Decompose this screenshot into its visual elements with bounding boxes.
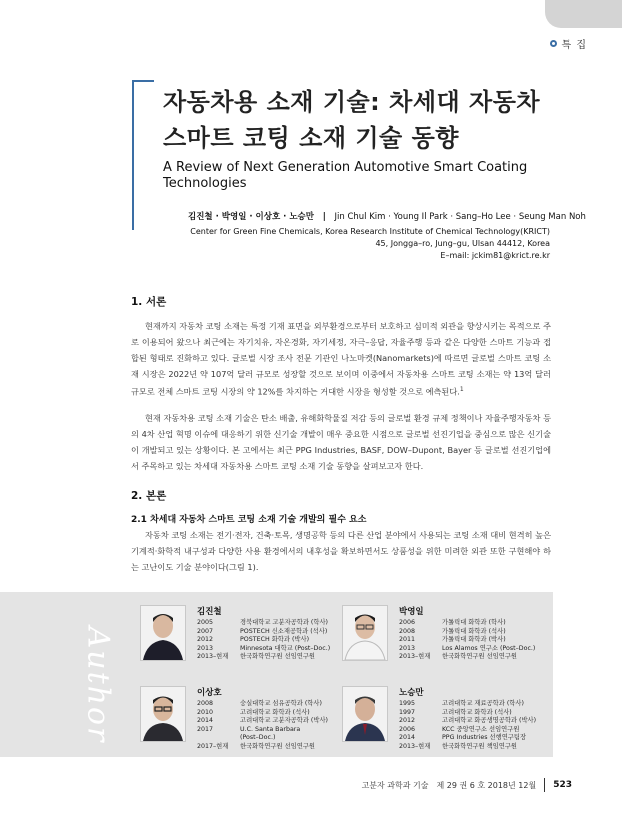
cv-desc: 고려대학교 화학과 (석사) bbox=[240, 708, 310, 716]
title-english-line2: Technologies bbox=[163, 176, 247, 191]
section-heading-main: 2. 본론 bbox=[131, 490, 167, 502]
affiliation-line2: 45, Jongga–ro, Jung–gu, Ulsan 44412, Korea bbox=[375, 239, 550, 248]
cv-row bbox=[399, 709, 536, 718]
author-photo-3 bbox=[140, 686, 186, 742]
cv-year: 2012 bbox=[197, 636, 214, 644]
title-english bbox=[163, 160, 553, 192]
cv-row bbox=[197, 726, 328, 735]
cv-year: 2012 bbox=[399, 717, 416, 725]
person-portrait-icon bbox=[343, 606, 387, 660]
affiliation bbox=[190, 226, 550, 262]
cv-desc: 가톨릭대 화학과 (박사) bbox=[442, 636, 506, 644]
cv-year bbox=[197, 734, 240, 743]
cv-desc: 가톨릭대 화학과 (석사) bbox=[442, 627, 506, 635]
cv-row bbox=[399, 734, 536, 743]
section-heading-intro: 1. 서론 bbox=[131, 296, 167, 308]
cv-row bbox=[197, 743, 328, 752]
cv-desc: 한국화학연구원 선임연구원 bbox=[240, 653, 315, 661]
author-photo-4 bbox=[342, 686, 388, 742]
title-accent-rule-top bbox=[132, 80, 154, 82]
cv-year: 2013 bbox=[399, 644, 416, 652]
authors-korean: 김진철 · 박영일 · 이상호 · 노승만 bbox=[188, 212, 314, 222]
cv-desc: 고려대학교 화학과 (석사) bbox=[442, 708, 512, 716]
cv-year: 2013–현재 bbox=[399, 742, 431, 750]
section-tag-label: 특 집 bbox=[561, 40, 587, 51]
cv-row bbox=[399, 628, 535, 637]
cv-year: 2006 bbox=[399, 725, 416, 733]
cv-year: 2005 bbox=[197, 619, 214, 626]
cv-year: 2013–현재 bbox=[399, 653, 431, 661]
cv-row bbox=[197, 628, 330, 637]
author-photo-1 bbox=[140, 605, 186, 661]
cv-desc: 한국화학연구원 선임연구원 bbox=[240, 742, 315, 750]
cv-desc: U.C. Santa Barbara bbox=[240, 725, 301, 733]
author-cv-4 bbox=[399, 700, 536, 752]
title-korean-line2: 스마트 코팅 소재 기술 동향 bbox=[163, 124, 459, 152]
cv-year: 2011 bbox=[399, 636, 416, 644]
cv-row bbox=[399, 619, 535, 628]
cv-row bbox=[399, 653, 535, 662]
cv-row bbox=[197, 717, 328, 726]
author-name-1: 김진철 bbox=[197, 607, 222, 617]
cv-year: 2013 bbox=[197, 644, 214, 652]
cv-row bbox=[399, 743, 536, 752]
cv-year: 1997 bbox=[399, 708, 416, 716]
title-accent-rule bbox=[132, 80, 134, 230]
page-number: 523 bbox=[553, 780, 572, 790]
cv-desc: KCC 중앙연구소 선임연구원 bbox=[442, 725, 520, 733]
cv-desc: 한국화학연구원 선임연구원 bbox=[442, 653, 517, 661]
cv-desc: 고려대학교 재료공학과 (학사) bbox=[442, 700, 524, 707]
section-tag bbox=[550, 36, 588, 51]
cv-row bbox=[399, 700, 536, 709]
cv-desc: 한국화학연구원 책임연구원 bbox=[442, 742, 517, 750]
cv-year: 2006 bbox=[399, 619, 416, 626]
journal-volume: 제 29 권 6 호 2018년 12월 bbox=[436, 780, 537, 790]
author-photo-2 bbox=[342, 605, 388, 661]
author-name-4: 노승만 bbox=[399, 688, 424, 698]
cv-desc: Minnesota 대학교 (Post–Doc.) bbox=[240, 644, 331, 652]
author-cv-2 bbox=[399, 619, 535, 662]
cv-year: 2017 bbox=[197, 725, 214, 733]
person-portrait-icon bbox=[141, 606, 185, 660]
cv-year: 2014 bbox=[197, 717, 214, 725]
author-name-2: 박영일 bbox=[399, 607, 424, 617]
cv-desc: 숭실대학교 섬유공학과 (학사) bbox=[240, 700, 322, 707]
circle-bullet-icon bbox=[550, 40, 557, 47]
cv-desc: 경북대학교 고분자공학과 (학사) bbox=[240, 619, 328, 626]
author-box-label bbox=[76, 626, 120, 744]
paragraph-main-1: 자동차 코팅 소재는 전기·전자, 건축·토목, 생명공학 등의 다른 산업 분야에서 사용되는 코팅 소재 대비 현격히 높은 기계적·화학적 내구성과 다양한 사용 환경에서의 내후성을 확보하면서도 상품성을 위한 미려한 외관 또한 구현해야 하는 고난이도 기술 분야이다(그림 1). bbox=[131, 530, 551, 572]
paragraph-intro-1-text: 현재까지 자동차 코팅 소재는 특정 기재 표면을 외부환경으로부터 보호하고 심미적 외관을 향상시키는 목적으로 주로 이용되어 왔으나 최근에는 자기치유, 자온경화, 자기세정, 자극–응답, 자율주행 등과 같은 다양한 스마트 기능과 접합된 형태로 진화하고 있다. 글로벌 시장 조사 전문 기관인 나노마켓(Nanomarkets)에 따르면 글로벌 스마트 코팅 소재 시장은 2022년 약 107억 달러 규모로 성장할 것으로 보이며 이중에서 자동차용 스마트 코팅 소재는 약 13억 달러 규모로 전체 스마트 코팅 시장의 약 12%를 차지하는 거대한 시장을 형성할 것으로 예측된다. bbox=[131, 321, 551, 397]
author-name-3: 이상호 bbox=[197, 688, 222, 698]
cv-year: 2008 bbox=[399, 627, 416, 635]
journal-name: 고분자 과학과 기술 bbox=[361, 780, 429, 790]
author-box-label-text: Author bbox=[80, 626, 116, 744]
affiliation-line1: Center for Green Fine Chemicals, Korea Research Institute of Chemical Technology(KRICT) bbox=[190, 227, 550, 236]
cv-year: 2010 bbox=[197, 708, 214, 716]
page-footer bbox=[362, 778, 572, 792]
authors-separator: | bbox=[322, 212, 326, 222]
title-english-line1: A Review of Next Generation Automotive Smart Coating bbox=[163, 160, 528, 175]
cv-year: 2007 bbox=[197, 627, 214, 635]
authors-english: Jin Chul Kim · Young Il Park · Sang–Ho Lee · Seung Man Noh bbox=[334, 212, 586, 222]
cv-desc: 가톨릭대 화학과 (학사) bbox=[442, 619, 506, 626]
cv-year: 2014 bbox=[399, 734, 416, 742]
author-line bbox=[188, 210, 586, 222]
author-cv-1 bbox=[197, 619, 330, 662]
header-corner-tab bbox=[545, 0, 622, 28]
person-portrait-icon bbox=[343, 687, 387, 741]
paragraph-intro-1 bbox=[131, 318, 551, 400]
title-korean-line1: 자동차용 소재 기술: 차세대 자동차 bbox=[163, 88, 541, 116]
cv-year: 2008 bbox=[197, 700, 214, 707]
cv-year: 2017–현재 bbox=[197, 742, 229, 750]
cv-row bbox=[197, 709, 328, 718]
cv-year: 2013–현재 bbox=[197, 653, 229, 661]
person-portrait-icon bbox=[141, 687, 185, 741]
title-korean bbox=[163, 84, 540, 156]
author-cv-3 bbox=[197, 700, 328, 752]
subsection-heading-2-1: 2.1 차세대 자동차 스마트 코팅 소재 기술 개발의 필수 요소 bbox=[131, 515, 367, 525]
cv-desc: POSTECH 화학과 (박사) bbox=[240, 636, 310, 644]
cv-row bbox=[399, 636, 535, 645]
footer-divider bbox=[544, 778, 545, 792]
cv-desc: 고려대학교 화공생명공학과 (박사) bbox=[442, 717, 537, 725]
cv-desc: Los Alamos 연구소 (Post–Doc.) bbox=[442, 644, 536, 652]
cv-desc: PPG Industries 선행연구팀장 bbox=[442, 734, 527, 742]
cv-desc: POSTECH 신소재공학과 (석사) bbox=[240, 627, 328, 635]
cv-row bbox=[197, 619, 330, 628]
cv-row bbox=[197, 636, 330, 645]
cv-row bbox=[197, 653, 330, 662]
cv-row bbox=[197, 700, 328, 709]
cv-desc: 고려대학교 고분자공학과 (박사) bbox=[240, 717, 328, 725]
cv-year: 1995 bbox=[399, 700, 416, 707]
paragraph-intro-2: 현재 자동차용 코팅 소재 기술은 탄소 배출, 유해화학물질 저감 등의 글로벌 환경 규제 정책이나 자율주행자동차 등의 4차 산업 혁명 이슈에 대응하기 위한 신기술 개발이 매우 중요한 시점으로 글로벌 선진기업을 중심으로 많은 신기술이 개발되고 있는 상황이다. 본 고에서는 최근 PPG Industries, BASF, DOW–Dupont, Bayer 등 글로벌 선진기업에서 주목하고 있는 차세대 자동차용 스마트 코팅 소재 기술 동향을 살펴보고자 한다. bbox=[131, 413, 551, 471]
cv-desc: (Post–Doc.) bbox=[240, 734, 276, 742]
cv-row bbox=[399, 717, 536, 726]
cv-row bbox=[197, 734, 328, 743]
affiliation-email[interactable]: E–mail: jckim81@krict.re.kr bbox=[440, 251, 550, 260]
reference-marker[interactable]: 1 bbox=[459, 386, 464, 393]
